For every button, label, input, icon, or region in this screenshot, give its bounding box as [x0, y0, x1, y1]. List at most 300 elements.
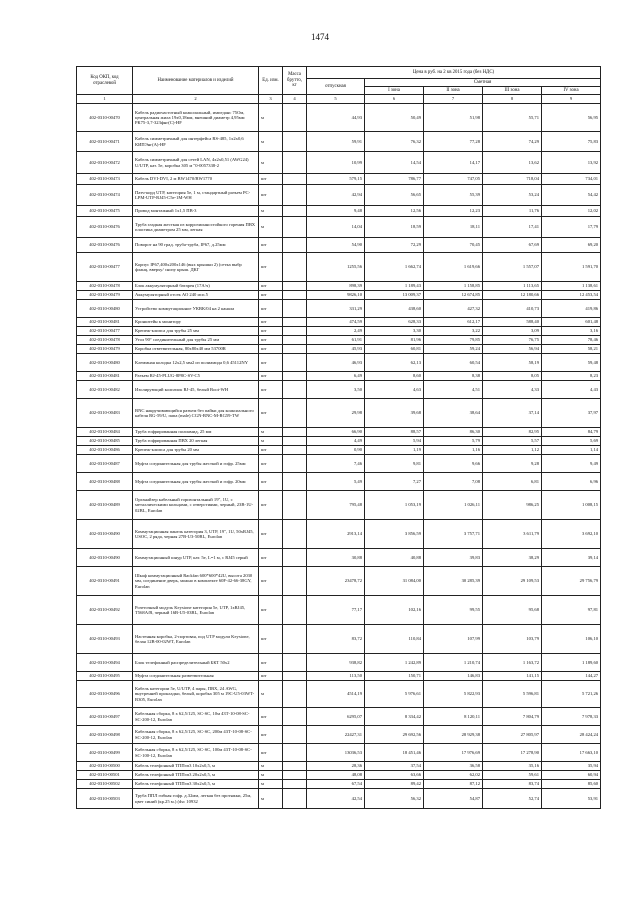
table-row	[77, 762, 601, 771]
cell-price-release: 13036,53	[307, 744, 365, 762]
cell-price-zone-3: 55,71	[483, 104, 542, 132]
cell-price-zone-4: 60,94	[542, 771, 601, 780]
table-row	[77, 152, 601, 174]
cell-name: Органайзер кабельный горизонтальный 19", 1U, с металлическими кольцами, с отверстиями, черный, 23В-1U-02BL, Eurolan	[133, 491, 259, 520]
cell-mass	[283, 336, 307, 345]
cell-name: Шкаф коммутационный Rackfan 600*600*42U, высота 2030 мм, соединение дверь, можно в комплекте 60F-42-66-38GY, Eurolan	[133, 567, 259, 596]
cell-code: 402-0310-00473	[77, 174, 133, 185]
cell-price-release: 28,36	[307, 762, 365, 771]
header-zone-3: III зона	[483, 87, 542, 95]
table-row	[77, 446, 601, 455]
cell-price-zone-3: 67,69	[483, 238, 542, 253]
cell-name: Труба ППЛ гибкая гофр. д.32мм, легкая без протяжки, 25м, цвет синий (кр.25 м.) (dsc 10932	[133, 789, 259, 809]
cell-name: Кабельная сборка, 8 х 62,5/125, SC-SC, 10м 43Т-10-08-SC-SC-200-12, Eurolan	[133, 708, 259, 726]
cell-price-zone-3: 1,12	[483, 446, 542, 455]
cell-price-zone-3: 5,57	[483, 437, 542, 446]
cell-price-release: 44,93	[307, 104, 365, 132]
cell-price-zone-3: 718,04	[483, 174, 542, 185]
cell-price-zone-4: 17,79	[542, 217, 601, 238]
table-row	[77, 596, 601, 625]
cell-unit: шт	[259, 473, 283, 491]
cell-code: 402-0310-00500	[77, 762, 133, 771]
cell-mass	[283, 726, 307, 744]
cell-price-release: 77,17	[307, 596, 365, 625]
cell-price-zone-1: 628,33	[365, 318, 424, 327]
cell-price-zone-1: 102,16	[365, 596, 424, 625]
cell-unit: м	[259, 437, 283, 446]
cell-price-release: 898,39	[307, 282, 365, 291]
cell-price-zone-3: 11,76	[483, 206, 542, 217]
cell-mass	[283, 318, 307, 327]
table-row	[77, 726, 601, 744]
cell-unit: шт	[259, 654, 283, 672]
cell-price-zone-4: 75,83	[542, 132, 601, 152]
table-header	[77, 67, 601, 104]
cell-code: 402-0310-00475	[77, 206, 133, 217]
table-row	[77, 520, 601, 549]
cell-price-zone-3: 5 596,81	[483, 681, 542, 708]
cell-mass	[283, 428, 307, 437]
cell-price-zone-3: 17,41	[483, 217, 542, 238]
table-row	[77, 282, 601, 291]
price-table	[76, 66, 601, 809]
cell-price-zone-3: 82,95	[483, 428, 542, 437]
cell-price-zone-3: 1 113,65	[483, 282, 542, 291]
table-row	[77, 174, 601, 185]
cell-price-zone-3: 986,25	[483, 491, 542, 520]
cell-name: Аккумуляторный отсек АО 240 исп.5	[133, 291, 259, 300]
cell-name: Труба гофрированная полиамид, 25 мм	[133, 428, 259, 437]
cell-price-release: 42,54	[307, 789, 365, 809]
cell-name: Крепеж-клипса для трубы 25 мм	[133, 327, 259, 336]
cell-price-zone-1: 5 976,61	[365, 681, 424, 708]
cell-unit: шт	[259, 238, 283, 253]
table-row	[77, 681, 601, 708]
cell-price-release: 0,90	[307, 446, 365, 455]
cell-code: 402-0310-00498	[77, 726, 133, 744]
cell-price-zone-1: 150,71	[365, 672, 424, 681]
cell-price-zone-3: 1 163,72	[483, 654, 542, 672]
cell-mass	[283, 132, 307, 152]
cell-price-zone-1: 7,27	[365, 473, 424, 491]
cell-name: Кабель радиочастотный коаксиальный, импеданс 75Ом, центральная жила 19х0,18мм, внешний диаметр 4,95мм РК75-3,7-323фнг(С)-НF	[133, 104, 259, 132]
cell-price-zone-1: 3 856,59	[365, 520, 424, 549]
cell-code: 402-0310-00485	[77, 437, 133, 446]
cell-name: Кабель симметричный для интерфейса RS-485, 1х2х0,6 КИПЭнг(А)-НF	[133, 132, 259, 152]
cell-mass	[283, 625, 307, 654]
cell-price-zone-1: 8,60	[365, 372, 424, 381]
cell-price-release: 3,50	[307, 381, 365, 399]
cell-price-zone-2: 3 757,71	[424, 520, 483, 549]
cell-mass	[283, 491, 307, 520]
cell-price-zone-3: 74,29	[483, 132, 542, 152]
cell-name: Угол 90° соединительный для трубы 25 мм	[133, 336, 259, 345]
cell-price-zone-3: 410,73	[483, 300, 542, 318]
table-row	[77, 318, 601, 327]
cell-price-zone-2: 3,22	[424, 327, 483, 336]
cell-unit: м	[259, 428, 283, 437]
cell-unit: шт	[259, 625, 283, 654]
header-estimate: Сметная	[365, 79, 601, 87]
cell-price-zone-1: 63,66	[365, 771, 424, 780]
cell-price-zone-3: 3,09	[483, 327, 542, 336]
cell-name: Муфта соединительная для трубы жесткой и гофр. 25мм	[133, 455, 259, 473]
cell-unit: шт	[259, 726, 283, 744]
cell-price-release: 66,90	[307, 428, 365, 437]
header-release: отпускная	[307, 79, 365, 95]
cell-price-zone-4: 734,01	[542, 174, 601, 185]
cell-name: Труба гофрированная ПВХ 20 легкая	[133, 437, 259, 446]
cell-mass	[283, 744, 307, 762]
cell-price-zone-3: 58,19	[483, 354, 542, 372]
table-row	[77, 473, 601, 491]
cell-price-zone-4: 419,86	[542, 300, 601, 318]
cell-price-release: 2,49	[307, 327, 365, 336]
cell-price-release: 22427,31	[307, 726, 365, 744]
cell-name: Муфта соединительная для трубы жесткой и гофр. 20мм	[133, 473, 259, 491]
cell-price-zone-1: 62,13	[365, 354, 424, 372]
cell-unit: шт	[259, 174, 283, 185]
cell-price-zone-1: 8 334,42	[365, 708, 424, 726]
header-zone-1: I зона	[365, 87, 424, 95]
cell-code: 402-0310-00495	[77, 672, 133, 681]
cell-price-zone-2: 1 619,66	[424, 253, 483, 282]
cell-code: 402-0310-00482	[77, 381, 133, 399]
table-row	[77, 336, 601, 345]
col-number: 1	[77, 95, 133, 104]
cell-code: 402-0310-00492	[77, 596, 133, 625]
cell-unit: шт	[259, 345, 283, 354]
cell-price-zone-1: 18,59	[365, 217, 424, 238]
table-row	[77, 238, 601, 253]
cell-code: 402-0310-00494	[77, 654, 133, 672]
cell-unit: шт	[259, 520, 283, 549]
cell-code: 402-0310-00501	[77, 771, 133, 780]
cell-code: 402-0310-00493	[77, 625, 133, 654]
cell-price-zone-4: 1,14	[542, 446, 601, 455]
header-unit: Ед. изм.	[259, 67, 283, 95]
cell-price-zone-4: 59,48	[542, 354, 601, 372]
cell-price-zone-1: 81,96	[365, 336, 424, 345]
cell-name: Труба гладкая жесткая из коррозионностойкого горения ПВХ пластика диаметром 25 мм, легкая	[133, 217, 259, 238]
cell-price-zone-3: 6,81	[483, 473, 542, 491]
cell-code: 402-0310-00499	[77, 744, 133, 762]
cell-name: Изолирующий колпачок RJ-45, белый Boot-WH	[133, 381, 259, 399]
cell-code: 402-0310-00480	[77, 300, 133, 318]
cell-name: Кабель DVI-DVI, 2 м BW1470/BW1770	[133, 174, 259, 185]
cell-mass	[283, 300, 307, 318]
cell-name: Настенная коробка, 2-портовая, под UTP модули Keystone, белая 12В-00-02WT, Eurolan	[133, 625, 259, 654]
cell-code: 402-0310-00503	[77, 789, 133, 809]
cell-price-release: 48,08	[307, 771, 365, 780]
cell-price-zone-3: 59,61	[483, 771, 542, 780]
cell-price-zone-4: 29 756,79	[542, 567, 601, 596]
cell-price-zone-3: 12 180,66	[483, 291, 542, 300]
cell-unit: шт	[259, 446, 283, 455]
col-number: 5	[307, 95, 365, 104]
cell-price-zone-2: 146,83	[424, 672, 483, 681]
cell-price-zone-2: 77,28	[424, 132, 483, 152]
cell-code: 402-0310-00483	[77, 399, 133, 428]
cell-mass	[283, 399, 307, 428]
cell-code: 402-0310-00474	[77, 185, 133, 206]
cell-code: 402-0310-00486	[77, 446, 133, 455]
cell-price-zone-1: 40,88	[365, 549, 424, 567]
cell-name: Коробка ответвительная, 80х80х40 мм 53700R	[133, 345, 259, 354]
cell-mass	[283, 282, 307, 291]
cell-mass	[283, 567, 307, 596]
cell-price-zone-1: 76,32	[365, 132, 424, 152]
cell-price-zone-3: 35,16	[483, 762, 542, 771]
cell-price-zone-2: 79,85	[424, 336, 483, 345]
cell-mass	[283, 708, 307, 726]
table-row	[77, 345, 601, 354]
table-row	[77, 185, 601, 206]
cell-price-zone-4: 1 008,15	[542, 491, 601, 520]
cell-mass	[283, 654, 307, 672]
cell-mass	[283, 217, 307, 238]
cell-unit: шт	[259, 491, 283, 520]
cell-price-zone-3: 52,74	[483, 789, 542, 809]
cell-price-zone-4: 601,48	[542, 318, 601, 327]
table-body	[77, 104, 601, 809]
cell-code: 402-0310-00488	[77, 473, 133, 491]
cell-price-release: 42,94	[307, 185, 365, 206]
cell-unit: м	[259, 771, 283, 780]
cell-unit: шт	[259, 399, 283, 428]
table-row	[77, 491, 601, 520]
cell-price-zone-1: 18 451,46	[365, 744, 424, 762]
cell-price-zone-3: 17 278,90	[483, 744, 542, 762]
cell-price-zone-1: 9,81	[365, 455, 424, 473]
cell-price-zone-2: 59,24	[424, 345, 483, 354]
table-row	[77, 654, 601, 672]
cell-price-zone-3: 27 805,97	[483, 726, 542, 744]
cell-price-zone-4: 28 424,24	[542, 726, 601, 744]
cell-price-zone-1: 39,68	[365, 399, 424, 428]
cell-price-zone-1: 12,56	[365, 206, 424, 217]
cell-price-zone-3: 13,62	[483, 152, 542, 174]
header-mass: Масса брутто, кг	[283, 67, 307, 95]
cell-unit: м	[259, 217, 283, 238]
cell-name: Кабель телефонный ТППэп3 10х2х0,5, м	[133, 762, 259, 771]
cell-price-release: 331,29	[307, 300, 365, 318]
table-row	[77, 253, 601, 282]
cell-price-release: 45,93	[307, 345, 365, 354]
cell-code: 402-0310-00497	[77, 708, 133, 726]
cell-unit: шт	[259, 253, 283, 282]
cell-unit: шт	[259, 318, 283, 327]
cell-price-zone-2: 14,17	[424, 152, 483, 174]
cell-price-release: 14,04	[307, 217, 365, 238]
cell-price-release: 579,15	[307, 174, 365, 185]
cell-code: 402-0310-00487	[77, 455, 133, 473]
cell-mass	[283, 345, 307, 354]
cell-code: 402-0310-00490	[77, 549, 133, 567]
cell-price-zone-3: 141,15	[483, 672, 542, 681]
cell-name: Клеммная колодка 12х2,5 мм2 из полиамида 0,6 45112NY	[133, 354, 259, 372]
cell-code: 402-0310-00484	[77, 428, 133, 437]
col-number: 8	[483, 95, 542, 104]
cell-unit: шт	[259, 185, 283, 206]
cell-name: Кабель телефонный ТППэп3 30х2х0,5, м	[133, 780, 259, 789]
cell-price-zone-2: 18,11	[424, 217, 483, 238]
table-row	[77, 217, 601, 238]
table-row	[77, 771, 601, 780]
cell-mass	[283, 174, 307, 185]
cell-price-zone-4: 5,69	[542, 437, 601, 446]
cell-price-zone-4: 106,10	[542, 625, 601, 654]
cell-price-release: 67,54	[307, 780, 365, 789]
table-row	[77, 672, 601, 681]
table-row	[77, 549, 601, 567]
cell-price-zone-2: 54,87	[424, 789, 483, 809]
cell-price-release: 29,98	[307, 399, 365, 428]
cell-price-zone-1: 56,32	[365, 789, 424, 809]
cell-price-zone-2: 38,64	[424, 399, 483, 428]
cell-price-zone-1: 5,94	[365, 437, 424, 446]
cell-price-zone-1: 72,29	[365, 238, 424, 253]
cell-price-zone-4: 4,43	[542, 381, 601, 399]
table-row	[77, 744, 601, 762]
cell-price-zone-4: 84,79	[542, 428, 601, 437]
cell-price-zone-4: 56,95	[542, 104, 601, 132]
cell-unit: шт	[259, 336, 283, 345]
cell-mass	[283, 455, 307, 473]
cell-price-zone-4: 58,21	[542, 345, 601, 354]
cell-code: 402-0310-00502	[77, 780, 133, 789]
cell-price-zone-4: 97,81	[542, 596, 601, 625]
cell-price-zone-2: 28 929,38	[424, 726, 483, 744]
cell-price-zone-2: 12,23	[424, 206, 483, 217]
cell-price-zone-4: 54,42	[542, 185, 601, 206]
header-code: Код ОКП, код отраслевой	[77, 67, 133, 95]
table-row	[77, 780, 601, 789]
col-number: 6	[365, 95, 424, 104]
cell-price-zone-3: 8,05	[483, 372, 542, 381]
col-number: 9	[542, 95, 601, 104]
cell-price-release: 9826,10	[307, 291, 365, 300]
cell-name: Крепеж-клипса для трубы 20 мм	[133, 446, 259, 455]
cell-code: 402-0310-00496	[77, 681, 133, 708]
cell-mass	[283, 437, 307, 446]
cell-price-zone-4: 7 978,33	[542, 708, 601, 726]
cell-code: 402-0310-00476	[77, 238, 133, 253]
cell-unit: м	[259, 132, 283, 152]
cell-price-zone-2: 51,98	[424, 104, 483, 132]
cell-price-zone-3: 9,28	[483, 455, 542, 473]
cell-price-zone-3: 29 109,53	[483, 567, 542, 596]
cell-price-zone-4: 17 663,10	[542, 744, 601, 762]
cell-price-release: 54,90	[307, 238, 365, 253]
cell-price-zone-1: 4,63	[365, 381, 424, 399]
cell-price-zone-2: 36,58	[424, 762, 483, 771]
cell-price-zone-3: 53,24	[483, 185, 542, 206]
cell-price-zone-4: 6,96	[542, 473, 601, 491]
cell-name: Коммутационная панель категория 3, UTP, 19", 1U, 50xRJ45, USOC, 2 ряда, черная 27В-U3-50BL, Eurolan	[133, 520, 259, 549]
cell-price-release: 4514,19	[307, 681, 365, 708]
cell-code: 402-0310-00479	[77, 345, 133, 354]
cell-mass	[283, 780, 307, 789]
cell-mass	[283, 238, 307, 253]
cell-price-zone-1: 29 692,56	[365, 726, 424, 744]
col-number: 3	[259, 95, 283, 104]
table-row	[77, 206, 601, 217]
table-row	[77, 327, 601, 336]
cell-price-zone-3: 7 804,79	[483, 708, 542, 726]
cell-price-zone-2: 8,38	[424, 372, 483, 381]
cell-name: Розеточный модуль Keystone категория 5е, UTP, 1xRJ45, T568A/B, черный 16В-U5-03BL, Eurolan	[133, 596, 259, 625]
table-row	[77, 354, 601, 372]
table-row	[77, 567, 601, 596]
cell-price-release: 6,49	[307, 372, 365, 381]
col-number: 4	[283, 95, 307, 104]
cell-price-zone-1: 56,65	[365, 185, 424, 206]
cell-price-zone-1: 1 662,74	[365, 253, 424, 282]
cell-price-zone-4: 12,02	[542, 206, 601, 217]
cell-price-zone-1: 1 242,89	[365, 654, 424, 672]
header-price-title: Цена в руб. на 2 кв 2015 года (без НДС)	[307, 67, 601, 79]
table-row	[77, 428, 601, 437]
cell-unit: шт	[259, 381, 283, 399]
cell-code: 402-0310-00477	[77, 327, 133, 336]
cell-price-release: 30,88	[307, 549, 365, 567]
cell-price-zone-3: 4,33	[483, 381, 542, 399]
cell-price-zone-2: 86,30	[424, 428, 483, 437]
cell-price-zone-2: 55,39	[424, 185, 483, 206]
cell-price-zone-4: 1 189,60	[542, 654, 601, 672]
cell-mass	[283, 104, 307, 132]
cell-name: Кабель симметричный для сетей LAN, 4х2х0,51 (AWG24) U/UTP, кат. 5е, коробка 305 м "0-0057338-2	[133, 152, 259, 174]
cell-unit: шт	[259, 291, 283, 300]
cell-price-zone-1: 60,81	[365, 345, 424, 354]
cell-price-zone-4: 1 138,61	[542, 282, 601, 291]
cell-price-release: 4,49	[307, 437, 365, 446]
cell-price-zone-4: 78,46	[542, 336, 601, 345]
cell-price-zone-2: 5 822,93	[424, 681, 483, 708]
header-name: Наименование материалов и изделий	[133, 67, 259, 95]
cell-price-zone-2: 107,99	[424, 625, 483, 654]
cell-name: Патч-корд UTP, категория 5е, 1 м, стандартный разъем PC-LPM-UTP-RJ45-C5e-1M-WH	[133, 185, 259, 206]
page-number: 1474	[311, 32, 329, 42]
cell-price-zone-1: 1,19	[365, 446, 424, 455]
column-numbers-row	[77, 95, 601, 104]
cell-mass	[283, 253, 307, 282]
cell-price-release: 83,72	[307, 625, 365, 654]
cell-unit: м	[259, 681, 283, 708]
cell-price-zone-1: 13 009,37	[365, 291, 424, 300]
cell-price-zone-2: 5,79	[424, 437, 483, 446]
cell-unit: шт	[259, 567, 283, 596]
cell-code: 402-0310-00477	[77, 253, 133, 282]
cell-price-zone-2: 30 285,39	[424, 567, 483, 596]
table-row	[77, 372, 601, 381]
cell-unit: шт	[259, 744, 283, 762]
cell-price-zone-2: 99,55	[424, 596, 483, 625]
cell-code: 402-0310-00472	[77, 152, 133, 174]
cell-price-zone-3: 95,68	[483, 596, 542, 625]
cell-price-zone-3: 38,29	[483, 549, 542, 567]
cell-code: 402-0310-00471	[77, 132, 133, 152]
cell-mass	[283, 152, 307, 174]
cell-mass	[283, 789, 307, 809]
cell-mass	[283, 549, 307, 567]
cell-name: Кабельная сборка, 8 х 62,5/125, SC-SC, 200м 43Т-10-08-SC-SC-200-12, Eurolan	[133, 726, 259, 744]
cell-price-zone-3: 588,40	[483, 318, 542, 327]
cell-price-zone-4: 8,23	[542, 372, 601, 381]
cell-price-zone-3: 1 557,07	[483, 253, 542, 282]
cell-unit: м	[259, 789, 283, 809]
